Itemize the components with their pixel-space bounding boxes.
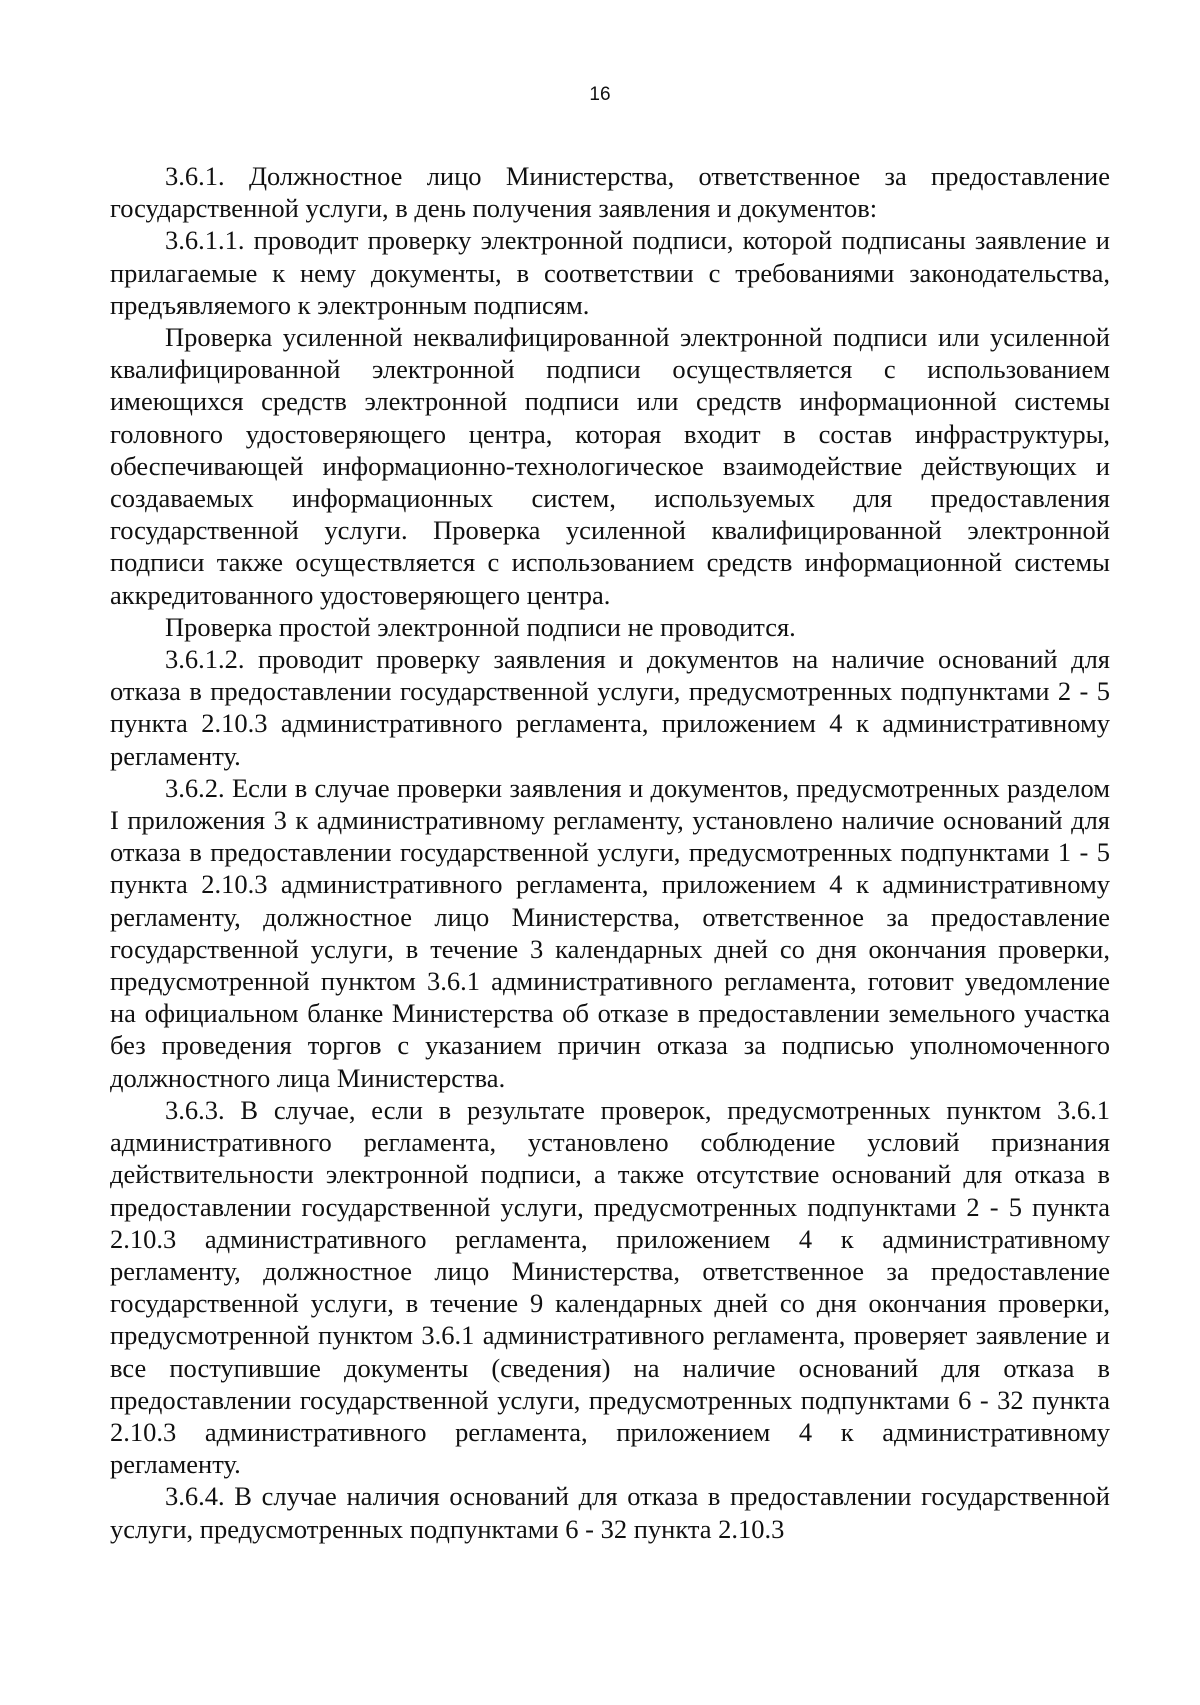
paragraph-signature-check: Проверка усиленной неквалифицированной электронной подписи или усиленной квалифицированной электронной подписи осуществляется с использованием имеющихся средств электронной подписи или средств информационной системы головного удостоверяющего центра, которая входит в состав инфраструктуры, обеспечивающей информационно-технологическое взаимодействие действующих и создаваемых информационных систем, используемых для предоставления государственной услуги. Проверка усиленной квалифицированной электронной подписи также осуществляется с использованием средств информационной системы аккредитованного удостоверяющего центра. <box>110 322 1110 610</box>
document-body <box>110 160 1110 1545</box>
page-number: 16 <box>589 84 611 105</box>
paragraph-simple-signature: Проверка простой электронной подписи не проводится. <box>165 611 796 642</box>
paragraph-3-6-4: 3.6.4. В случае наличия оснований для отказа в предоставлении государственной услуги, предусмотренных подпунктами 6 - 32 пункта 2.10.3 <box>110 1481 1110 1544</box>
paragraph-3-6-3: 3.6.3. В случае, если в результате проверок, предусмотренных пунктом 3.6.1 административного регламента, установлено соблюдение условий признания действительности электронной подписи, а также отсутствие оснований для отказа в предоставлении государственной услуги, предусмотренных подпунктами 2 - 5 пункта 2.10.3 административного регламента, приложением 4 к административному регламенту, должностное лицо Министерства, ответственное за предоставление государственной услуги, в течение 9 календарных дней со дня окончания проверки, предусмотренной пунктом 3.6.1 административного регламента, проверяет заявление и все поступившие документы (сведения) на наличие оснований для отказа в предоставлении государственной услуги, предусмотренных подпунктами 6 - 32 пункта 2.10.3 административного регламента, приложением 4 к административному регламенту. <box>110 1094 1110 1480</box>
paragraph-3-6-2: 3.6.2. Если в случае проверки заявления и документов, предусмотренных разделом I приложения 3 к административному регламенту, установлено наличие оснований для отказа в предоставлении государственной услуги, предусмотренных подпунктами 1 - 5 пункта 2.10.3 административного регламента, приложением 4 к административному регламенту, должностное лицо Министерства, ответственное за предоставление государственной услуги, в течение 3 календарных дней со дня окончания проверки, предусмотренной пунктом 3.6.1 административного регламента, готовит уведомление на официальном бланке Министерства об отказе в предоставлении земельного участка без проведения торгов с указанием причин отказа за подписью уполномоченного должностного лица Министерства. <box>110 772 1110 1093</box>
paragraph-3-6-1-2: 3.6.1.2. проводит проверку заявления и документов на наличие оснований для отказа в предоставлении государственной услуги, предусмотренных подпунктами 2 - 5 пункта 2.10.3 административного регламента, приложением 4 к административному регламенту. <box>110 644 1110 771</box>
paragraph-3-6-1: 3.6.1. Должностное лицо Министерства, ответственное за предоставление государственной услуги, в день получения заявления и документов: <box>110 161 1110 224</box>
paragraph-3-6-1-1: 3.6.1.1. проводит проверку электронной подписи, которой подписаны заявление и прилагаемые к нему документы, в соответствии с требованиями законодательства, предъявляемого к электронным подписям. <box>110 225 1110 320</box>
